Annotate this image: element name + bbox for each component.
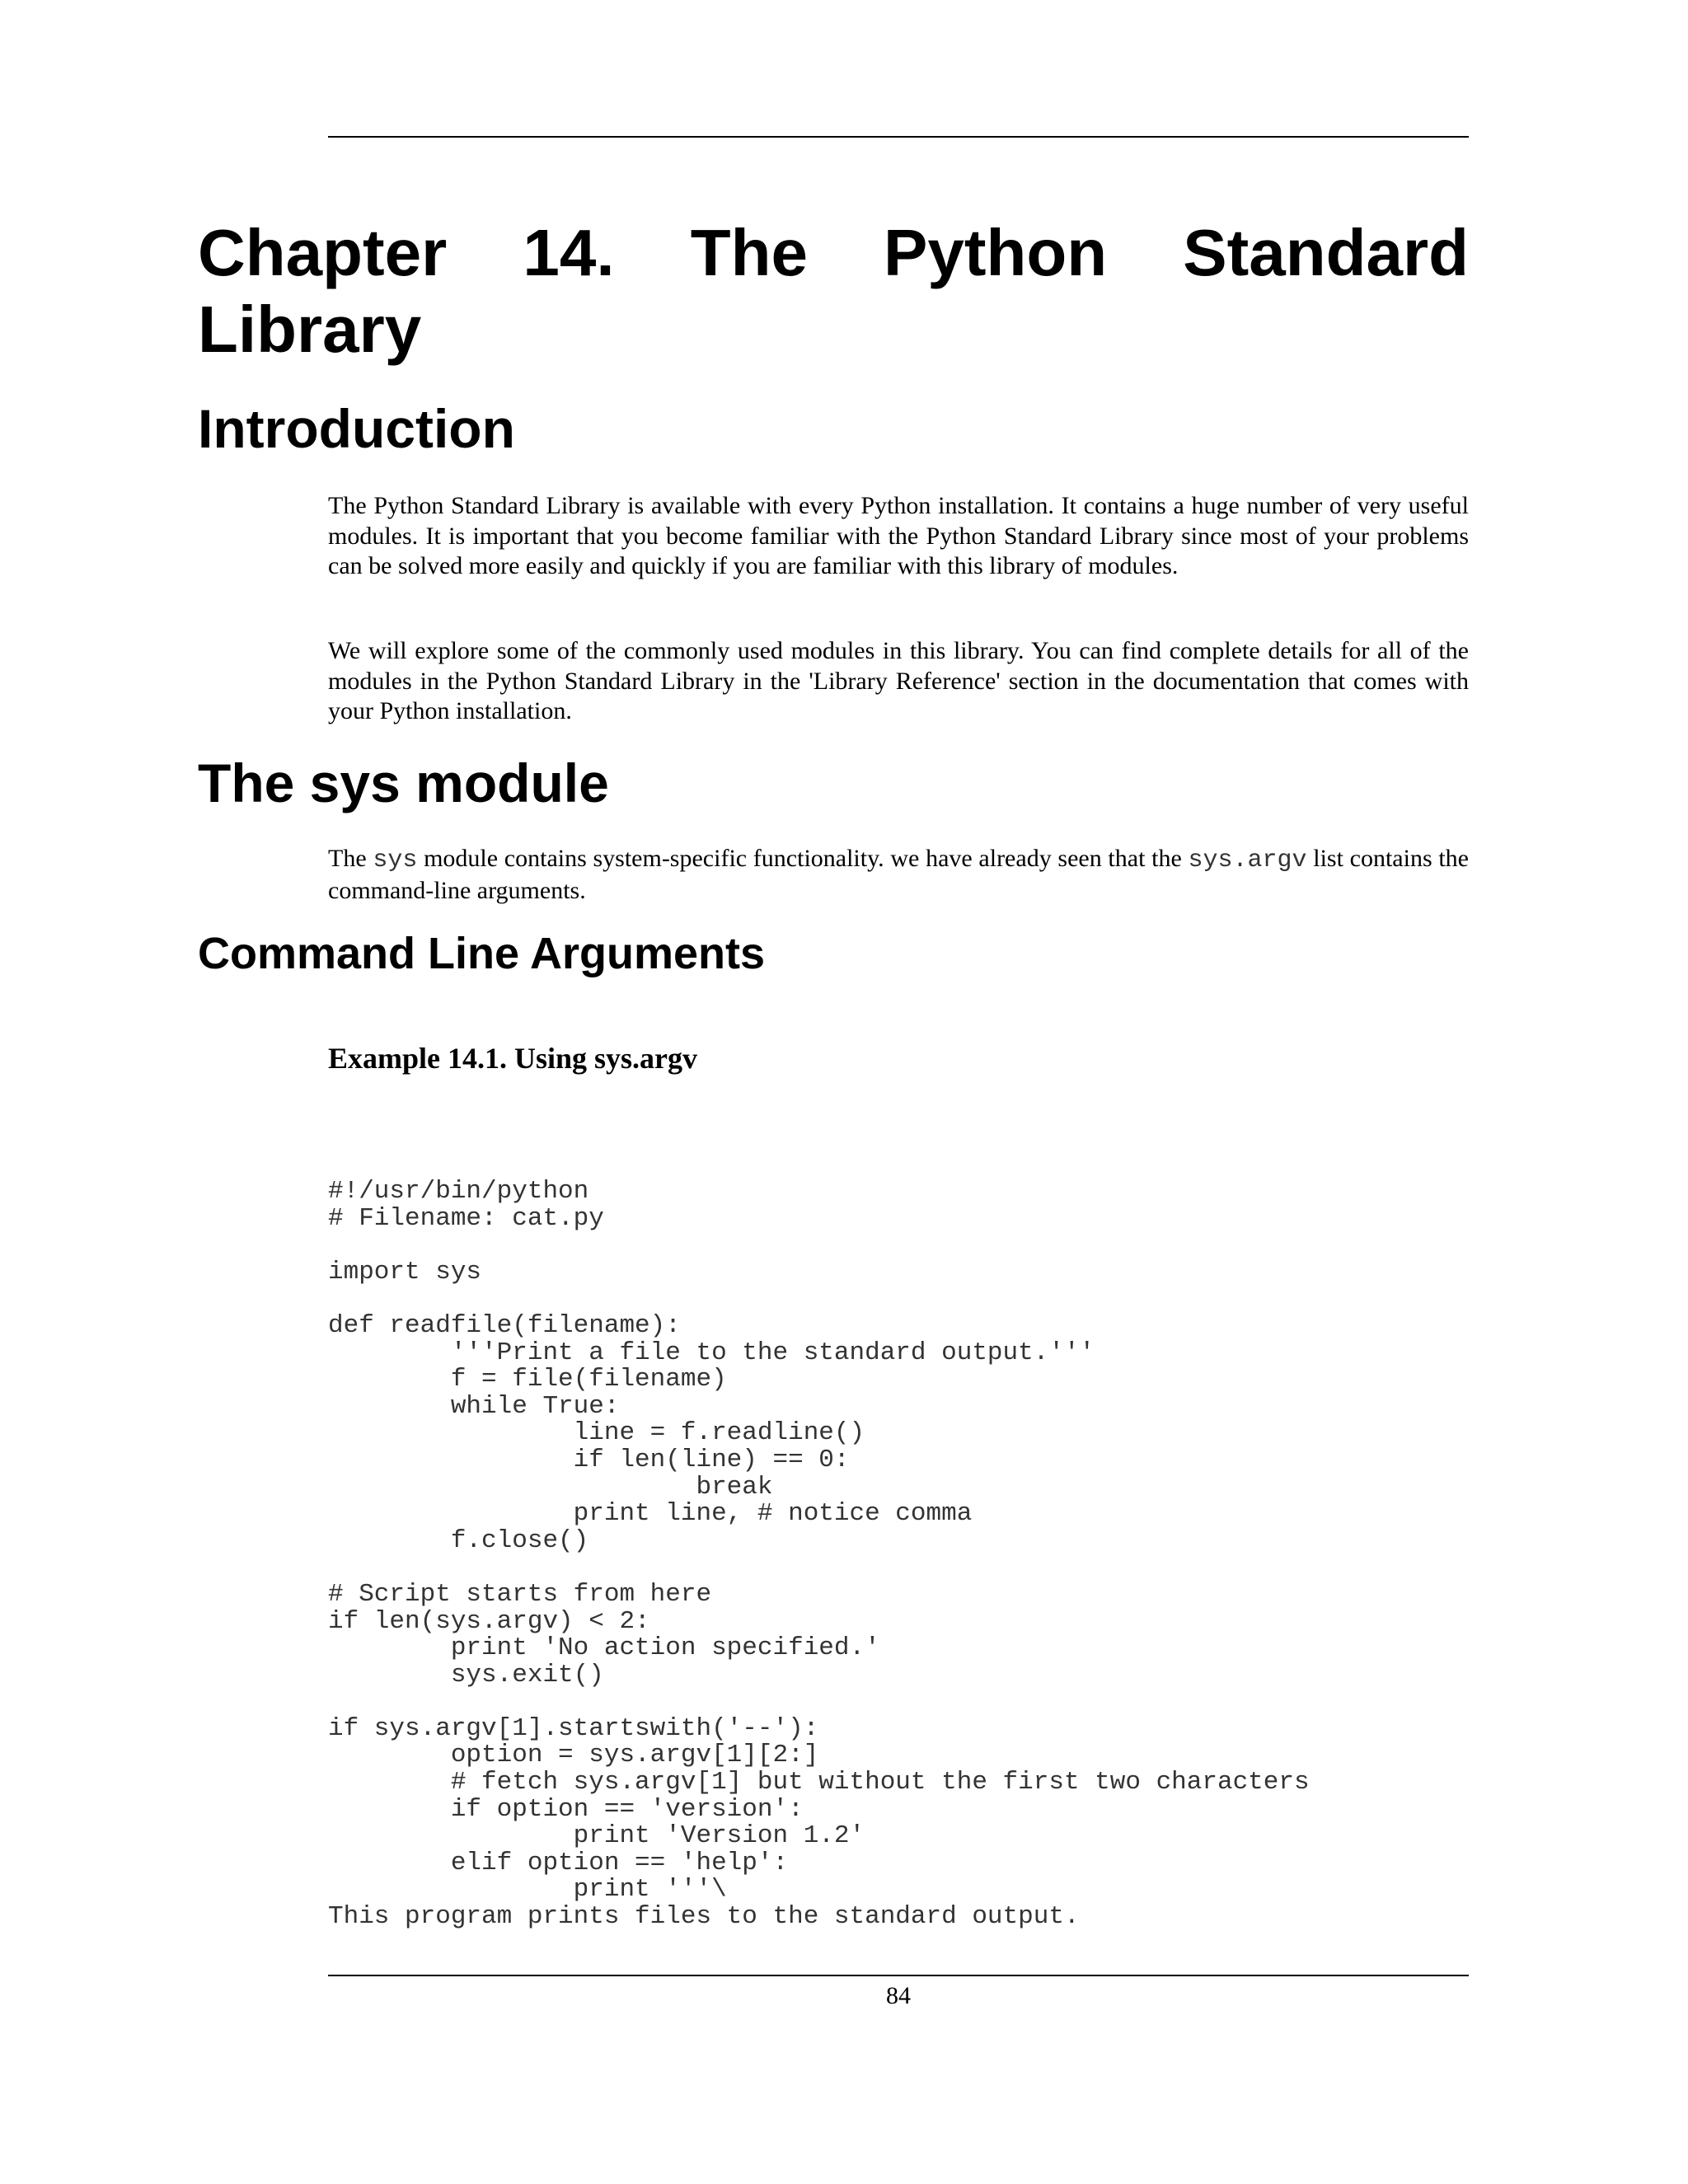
sys-text-2: module contains system-specific functionality. we have already seen that the — [417, 845, 1189, 872]
code-line: #!/usr/bin/python — [328, 1177, 589, 1206]
code-line: print line, # notice comma — [328, 1499, 973, 1529]
code-line: # Script starts from here — [328, 1579, 712, 1609]
chapter-title — [198, 214, 1469, 368]
sys-text-1: The — [328, 845, 373, 872]
code-line: print '''\ — [328, 1875, 727, 1905]
code-line: print 'Version 1.2' — [328, 1821, 865, 1851]
code-line: f.close() — [328, 1526, 589, 1555]
chapter-title-word: 14. — [523, 216, 615, 289]
sys-text-3: list contains the command-line arguments. — [328, 845, 1469, 904]
introduction-paragraph-2: We will explore some of the commonly used modules in this library. You can find complete details for all of the modules in the Python Standard Library in the 'Library Reference' section in the documentation that comes with your Python installation. — [328, 637, 1469, 724]
code-line — [328, 1286, 1310, 1313]
code-line: print 'No action specified.' — [328, 1633, 880, 1663]
sys-module-paragraph — [328, 844, 1469, 906]
code-line — [328, 1232, 1310, 1259]
chapter-title-word: The — [690, 216, 808, 289]
footer-rule — [328, 1975, 1469, 1976]
chapter-title-line-1 — [198, 214, 1469, 291]
code-line: # fetch sys.argv[1] but without the first two characters — [328, 1768, 1310, 1797]
code-line: line = f.readline() — [328, 1418, 865, 1448]
header-rule — [328, 136, 1469, 138]
code-line: if len(sys.argv) < 2: — [328, 1606, 650, 1636]
code-line: f = file(filename) — [328, 1365, 727, 1394]
code-line: '''Print a file to the standard output.''' — [328, 1338, 1095, 1367]
chapter-title-word: Chapter — [198, 216, 448, 289]
code-line: while True: — [328, 1391, 620, 1421]
introduction-heading: Introduction — [198, 398, 515, 459]
introduction-paragraph-1: The Python Standard Library is available with every Python installation. It contains a huge number of very useful modules. It is important that you become familiar with the Python Standard Library since most of your problems can be solved more easily and quickly if you are familiar with this library of modules. — [328, 492, 1469, 579]
sys-module-heading: The sys module — [198, 752, 609, 813]
chapter-title-line-2: Library — [198, 293, 422, 366]
example-title: Example 14.1. Using sys.argv — [328, 1042, 698, 1075]
code-line: elif option == 'help': — [328, 1848, 789, 1877]
code-line: sys.exit() — [328, 1660, 604, 1690]
code-line: if sys.argv[1].startswith('--'): — [328, 1713, 819, 1743]
code-line: # Filename: cat.py — [328, 1203, 604, 1233]
code-line: import sys — [328, 1257, 482, 1286]
code-line — [328, 1689, 1310, 1716]
code-line: def readfile(filename): — [328, 1310, 681, 1340]
code-line: This program prints files to the standard output. — [328, 1902, 1080, 1932]
code-line — [328, 1554, 1310, 1582]
code-line: break — [328, 1472, 773, 1502]
code-line: option = sys.argv[1][2:] — [328, 1741, 819, 1770]
page-number: 84 — [886, 1982, 911, 2009]
code-line: if option == 'version': — [328, 1794, 804, 1824]
inline-code-sys-argv: sys.argv — [1188, 846, 1307, 874]
code-line: if len(line) == 0: — [328, 1445, 850, 1474]
command-line-arguments-heading: Command Line Arguments — [198, 929, 766, 978]
inline-code-sys: sys — [373, 846, 418, 874]
code-listing — [328, 1179, 1310, 1931]
chapter-title-word: Standard — [1183, 216, 1469, 289]
chapter-title-word: Python — [884, 216, 1108, 289]
